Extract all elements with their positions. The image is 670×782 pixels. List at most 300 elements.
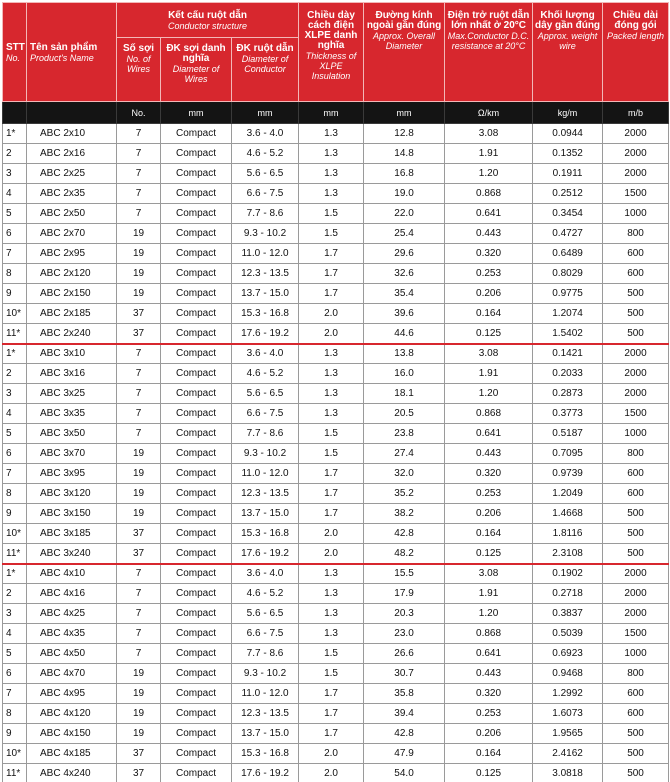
header-conductor-diameter <box>232 38 299 102</box>
table-row <box>3 144 669 164</box>
cell-wire-dia: Compact <box>161 284 232 304</box>
cell-name: ABC 4x185 <box>27 744 117 764</box>
cell-name: ABC 3x16 <box>27 364 117 384</box>
cell-weight: 0.9739 <box>533 464 603 484</box>
cell-length: 2000 <box>603 604 669 624</box>
cell-stt: 2 <box>3 584 27 604</box>
cell-wire-dia: Compact <box>161 244 232 264</box>
cell-length: 1500 <box>603 624 669 644</box>
cell-stt: 3 <box>3 604 27 624</box>
cell-length: 500 <box>603 544 669 564</box>
cell-insulation: 1.7 <box>299 484 364 504</box>
cell-wire-dia: Compact <box>161 484 232 504</box>
cell-name: ABC 4x50 <box>27 644 117 664</box>
header-weight-en: Approx. weight wire <box>537 31 598 51</box>
header-cond-dia-vi: ĐK ruột dẫn <box>236 43 294 54</box>
table-row <box>3 424 669 444</box>
cell-stt: 3 <box>3 164 27 184</box>
cell-resistance: 0.320 <box>445 684 533 704</box>
header-insulation-vi: Chiều dày cách điện XLPE danh nghĩa <box>304 10 358 51</box>
header-wires-vi: Số sợi <box>122 43 154 54</box>
cell-insulation: 1.3 <box>299 344 364 364</box>
cell-overall-dia: 39.6 <box>364 304 445 324</box>
cell-weight: 1.2049 <box>533 484 603 504</box>
cell-weight: 0.6489 <box>533 244 603 264</box>
cell-cond-dia: 3.6 - 4.0 <box>232 564 299 584</box>
header-product-vi: Tên sản phẩm <box>30 42 98 53</box>
cell-wire-dia: Compact <box>161 684 232 704</box>
cell-wires: 7 <box>117 164 161 184</box>
cell-length: 800 <box>603 664 669 684</box>
cell-wire-dia: Compact <box>161 724 232 744</box>
cell-wires: 7 <box>117 144 161 164</box>
table-row <box>3 304 669 324</box>
cell-resistance: 3.08 <box>445 344 533 364</box>
cell-wires: 7 <box>117 424 161 444</box>
unit-cell <box>3 102 27 124</box>
cell-overall-dia: 13.8 <box>364 344 445 364</box>
cell-insulation: 1.7 <box>299 704 364 724</box>
cell-cond-dia: 4.6 - 5.2 <box>232 584 299 604</box>
cell-insulation: 1.5 <box>299 644 364 664</box>
header-overall-vi: Đường kính ngoài gần đúng <box>366 10 442 31</box>
cell-wire-dia: Compact <box>161 184 232 204</box>
cell-stt: 4 <box>3 624 27 644</box>
cell-wires: 19 <box>117 264 161 284</box>
cell-cond-dia: 7.7 - 8.6 <box>232 204 299 224</box>
cell-name: ABC 3x95 <box>27 464 117 484</box>
cell-length: 500 <box>603 524 669 544</box>
cell-overall-dia: 22.0 <box>364 204 445 224</box>
cell-cond-dia: 9.3 - 10.2 <box>232 664 299 684</box>
table-row <box>3 524 669 544</box>
cell-cond-dia: 11.0 - 12.0 <box>232 464 299 484</box>
cell-overall-dia: 48.2 <box>364 544 445 564</box>
table-row <box>3 244 669 264</box>
cell-wire-dia: Compact <box>161 644 232 664</box>
cell-resistance: 0.253 <box>445 704 533 724</box>
cell-wire-dia: Compact <box>161 224 232 244</box>
unit-cell: No. <box>117 102 161 124</box>
cell-overall-dia: 42.8 <box>364 724 445 744</box>
cell-resistance: 0.868 <box>445 404 533 424</box>
cell-overall-dia: 39.4 <box>364 704 445 724</box>
cell-length: 1000 <box>603 204 669 224</box>
cell-length: 800 <box>603 444 669 464</box>
table-row <box>3 624 669 644</box>
unit-cell <box>27 102 117 124</box>
cell-wire-dia: Compact <box>161 524 232 544</box>
cell-overall-dia: 30.7 <box>364 664 445 684</box>
cell-insulation: 1.3 <box>299 184 364 204</box>
cell-stt: 8 <box>3 484 27 504</box>
cell-insulation: 1.7 <box>299 244 364 264</box>
cell-wires: 7 <box>117 624 161 644</box>
cell-name: ABC 3x10 <box>27 344 117 364</box>
cell-stt: 9 <box>3 504 27 524</box>
cell-name: ABC 2x10 <box>27 124 117 144</box>
cell-resistance: 0.443 <box>445 224 533 244</box>
cell-wires: 19 <box>117 244 161 264</box>
cell-length: 2000 <box>603 584 669 604</box>
cell-resistance: 0.125 <box>445 324 533 344</box>
cell-cond-dia: 9.3 - 10.2 <box>232 444 299 464</box>
table-row <box>3 744 669 764</box>
table-row <box>3 444 669 464</box>
cell-overall-dia: 19.0 <box>364 184 445 204</box>
cell-weight: 0.0944 <box>533 124 603 144</box>
cell-length: 2000 <box>603 124 669 144</box>
cell-wire-dia: Compact <box>161 324 232 344</box>
cell-resistance: 0.164 <box>445 744 533 764</box>
cell-weight: 0.3454 <box>533 204 603 224</box>
cell-cond-dia: 12.3 - 13.5 <box>232 484 299 504</box>
cell-resistance: 0.868 <box>445 184 533 204</box>
cell-wires: 37 <box>117 744 161 764</box>
cell-stt: 9 <box>3 284 27 304</box>
cell-wires: 19 <box>117 484 161 504</box>
cell-overall-dia: 25.4 <box>364 224 445 244</box>
cell-cond-dia: 15.3 - 16.8 <box>232 744 299 764</box>
cell-length: 500 <box>603 504 669 524</box>
cell-stt: 8 <box>3 264 27 284</box>
cell-cond-dia: 3.6 - 4.0 <box>232 124 299 144</box>
table-row <box>3 464 669 484</box>
units-row <box>3 102 669 124</box>
cell-resistance: 0.443 <box>445 664 533 684</box>
cell-insulation: 1.3 <box>299 164 364 184</box>
header-wires-en: No. of Wires <box>126 54 151 74</box>
cable-spec-table <box>2 2 669 782</box>
cell-insulation: 1.7 <box>299 464 364 484</box>
cell-length: 2000 <box>603 344 669 364</box>
cell-wires: 19 <box>117 684 161 704</box>
header-stt <box>3 3 27 102</box>
cell-cond-dia: 13.7 - 15.0 <box>232 284 299 304</box>
cell-weight: 1.4668 <box>533 504 603 524</box>
cell-cond-dia: 4.6 - 5.2 <box>232 364 299 384</box>
cell-weight: 0.2718 <box>533 584 603 604</box>
cell-overall-dia: 17.9 <box>364 584 445 604</box>
cell-cond-dia: 9.3 - 10.2 <box>232 224 299 244</box>
cell-weight: 0.6923 <box>533 644 603 664</box>
table-header <box>3 3 669 124</box>
cell-name: ABC 4x10 <box>27 564 117 584</box>
cell-overall-dia: 29.6 <box>364 244 445 264</box>
cell-name: ABC 3x70 <box>27 444 117 464</box>
cell-wire-dia: Compact <box>161 444 232 464</box>
cell-resistance: 1.20 <box>445 604 533 624</box>
cell-insulation: 1.5 <box>299 444 364 464</box>
cell-wires: 19 <box>117 224 161 244</box>
table-row <box>3 324 669 344</box>
cell-insulation: 2.0 <box>299 544 364 564</box>
cell-overall-dia: 16.8 <box>364 164 445 184</box>
cell-cond-dia: 5.6 - 6.5 <box>232 384 299 404</box>
cell-insulation: 1.5 <box>299 664 364 684</box>
cell-length: 600 <box>603 464 669 484</box>
cell-insulation: 1.3 <box>299 124 364 144</box>
cell-cond-dia: 3.6 - 4.0 <box>232 344 299 364</box>
cell-resistance: 0.206 <box>445 724 533 744</box>
cell-name: ABC 4x150 <box>27 724 117 744</box>
cell-weight: 0.1352 <box>533 144 603 164</box>
cell-wires: 7 <box>117 404 161 424</box>
cell-length: 500 <box>603 724 669 744</box>
cell-resistance: 0.253 <box>445 264 533 284</box>
cell-weight: 1.6073 <box>533 704 603 724</box>
cell-overall-dia: 27.4 <box>364 444 445 464</box>
cell-cond-dia: 13.7 - 15.0 <box>232 504 299 524</box>
cell-name: ABC 3x185 <box>27 524 117 544</box>
cell-stt: 2 <box>3 364 27 384</box>
cell-wires: 37 <box>117 324 161 344</box>
cell-wires: 19 <box>117 444 161 464</box>
cell-stt: 6 <box>3 664 27 684</box>
cell-overall-dia: 16.0 <box>364 364 445 384</box>
cell-insulation: 1.7 <box>299 284 364 304</box>
cell-stt: 11* <box>3 324 27 344</box>
cell-insulation: 1.3 <box>299 584 364 604</box>
table-row <box>3 564 669 584</box>
cell-resistance: 0.164 <box>445 524 533 544</box>
cell-overall-dia: 35.2 <box>364 484 445 504</box>
cell-stt: 1* <box>3 344 27 364</box>
cell-name: ABC 2x150 <box>27 284 117 304</box>
header-wires <box>117 38 161 102</box>
cell-resistance: 0.320 <box>445 244 533 264</box>
table-row <box>3 404 669 424</box>
cell-name: ABC 2x16 <box>27 144 117 164</box>
cell-resistance: 0.641 <box>445 644 533 664</box>
cell-wires: 7 <box>117 384 161 404</box>
header-packed-length <box>603 3 669 102</box>
cell-insulation: 2.0 <box>299 524 364 544</box>
cell-weight: 1.2992 <box>533 684 603 704</box>
cell-length: 1500 <box>603 184 669 204</box>
header-wire-dia-en: Diameter of Wires <box>172 64 220 84</box>
cell-resistance: 0.125 <box>445 764 533 782</box>
cell-weight: 0.1902 <box>533 564 603 584</box>
cell-name: ABC 3x240 <box>27 544 117 564</box>
cell-wire-dia: Compact <box>161 764 232 782</box>
cell-length: 500 <box>603 284 669 304</box>
unit-cell: kg/m <box>533 102 603 124</box>
header-product-en: Product's Name <box>30 53 94 63</box>
cell-overall-dia: 26.6 <box>364 644 445 664</box>
cell-overall-dia: 20.3 <box>364 604 445 624</box>
cell-wire-dia: Compact <box>161 604 232 624</box>
cell-resistance: 0.641 <box>445 204 533 224</box>
cell-stt: 3 <box>3 384 27 404</box>
cell-length: 1500 <box>603 404 669 424</box>
table-row <box>3 664 669 684</box>
cell-stt: 5 <box>3 204 27 224</box>
cell-weight: 0.5187 <box>533 424 603 444</box>
table-row <box>3 224 669 244</box>
cell-name: ABC 3x50 <box>27 424 117 444</box>
cell-wire-dia: Compact <box>161 584 232 604</box>
cell-weight: 0.5039 <box>533 624 603 644</box>
cell-wires: 19 <box>117 724 161 744</box>
header-length-vi: Chiều dài đóng gói <box>613 10 659 31</box>
cell-weight: 0.1421 <box>533 344 603 364</box>
cell-name: ABC 2x35 <box>27 184 117 204</box>
cell-overall-dia: 20.5 <box>364 404 445 424</box>
cell-insulation: 1.7 <box>299 504 364 524</box>
cell-wire-dia: Compact <box>161 204 232 224</box>
header-conductor-vi: Kết cấu ruột dẫn <box>168 10 247 21</box>
unit-cell: mm <box>161 102 232 124</box>
cell-overall-dia: 23.8 <box>364 424 445 444</box>
cell-stt: 9 <box>3 724 27 744</box>
cell-cond-dia: 4.6 - 5.2 <box>232 144 299 164</box>
cell-name: ABC 2x95 <box>27 244 117 264</box>
cell-resistance: 0.206 <box>445 284 533 304</box>
table-row <box>3 704 669 724</box>
cell-wires: 7 <box>117 564 161 584</box>
cell-stt: 6 <box>3 224 27 244</box>
header-resistance-en: Max.Conductor D.C. resistance at 20°C <box>447 31 530 51</box>
cell-insulation: 1.7 <box>299 264 364 284</box>
cell-wires: 19 <box>117 664 161 684</box>
cell-length: 500 <box>603 324 669 344</box>
table-row <box>3 384 669 404</box>
cell-name: ABC 3x150 <box>27 504 117 524</box>
cell-wire-dia: Compact <box>161 144 232 164</box>
table-row <box>3 504 669 524</box>
header-conductor <box>117 3 299 38</box>
table-row <box>3 764 669 782</box>
cell-wire-dia: Compact <box>161 264 232 284</box>
cell-name: ABC 4x35 <box>27 624 117 644</box>
cell-resistance: 1.91 <box>445 364 533 384</box>
cell-wire-dia: Compact <box>161 744 232 764</box>
header-overall-diameter <box>364 3 445 102</box>
cell-wire-dia: Compact <box>161 424 232 444</box>
cell-overall-dia: 32.0 <box>364 464 445 484</box>
cell-resistance: 0.253 <box>445 484 533 504</box>
cell-stt: 10* <box>3 524 27 544</box>
cell-wires: 7 <box>117 584 161 604</box>
unit-cell: mm <box>364 102 445 124</box>
header-wire-dia-vi: ĐK sợi danh nghĩa <box>166 43 226 64</box>
cell-resistance: 0.868 <box>445 624 533 644</box>
cell-name: ABC 2x70 <box>27 224 117 244</box>
cell-name: ABC 4x70 <box>27 664 117 684</box>
cell-weight: 0.3773 <box>533 404 603 424</box>
cell-cond-dia: 17.6 - 19.2 <box>232 324 299 344</box>
cell-insulation: 1.3 <box>299 564 364 584</box>
cell-overall-dia: 38.2 <box>364 504 445 524</box>
cell-wires: 37 <box>117 544 161 564</box>
cell-wires: 7 <box>117 204 161 224</box>
cell-overall-dia: 35.4 <box>364 284 445 304</box>
cell-length: 600 <box>603 484 669 504</box>
cell-cond-dia: 6.6 - 7.5 <box>232 624 299 644</box>
cell-weight: 1.9565 <box>533 724 603 744</box>
cell-stt: 8 <box>3 704 27 724</box>
cell-stt: 5 <box>3 424 27 444</box>
cell-wires: 7 <box>117 184 161 204</box>
cell-stt: 10* <box>3 744 27 764</box>
cell-stt: 10* <box>3 304 27 324</box>
cell-weight: 2.3108 <box>533 544 603 564</box>
cell-name: ABC 3x25 <box>27 384 117 404</box>
cell-resistance: 3.08 <box>445 564 533 584</box>
cell-cond-dia: 13.7 - 15.0 <box>232 724 299 744</box>
cell-overall-dia: 35.8 <box>364 684 445 704</box>
cell-wires: 7 <box>117 644 161 664</box>
header-wire-diameter <box>161 38 232 102</box>
cell-overall-dia: 47.9 <box>364 744 445 764</box>
cell-insulation: 1.7 <box>299 684 364 704</box>
table-row <box>3 684 669 704</box>
unit-cell: m/b <box>603 102 669 124</box>
cell-stt: 11* <box>3 544 27 564</box>
cell-cond-dia: 5.6 - 6.5 <box>232 604 299 624</box>
cell-stt: 4 <box>3 184 27 204</box>
cell-wire-dia: Compact <box>161 624 232 644</box>
header-resistance-vi: Điện trở ruột dẫn lớn nhất ở 20°C <box>447 10 530 31</box>
table-row <box>3 124 669 144</box>
cell-wire-dia: Compact <box>161 564 232 584</box>
cell-cond-dia: 6.6 - 7.5 <box>232 404 299 424</box>
header-length-en: Packed length <box>607 31 665 41</box>
cell-weight: 0.7095 <box>533 444 603 464</box>
cell-length: 600 <box>603 264 669 284</box>
cell-overall-dia: 44.6 <box>364 324 445 344</box>
table-row <box>3 264 669 284</box>
cell-wire-dia: Compact <box>161 464 232 484</box>
table-row <box>3 644 669 664</box>
cell-name: ABC 2x25 <box>27 164 117 184</box>
table-row <box>3 164 669 184</box>
cell-weight: 1.2074 <box>533 304 603 324</box>
table-row <box>3 344 669 364</box>
cell-wire-dia: Compact <box>161 544 232 564</box>
cell-cond-dia: 6.6 - 7.5 <box>232 184 299 204</box>
cell-wire-dia: Compact <box>161 344 232 364</box>
unit-cell: mm <box>232 102 299 124</box>
cell-insulation: 1.5 <box>299 204 364 224</box>
cell-insulation: 2.0 <box>299 304 364 324</box>
cell-weight: 0.2873 <box>533 384 603 404</box>
cell-weight: 0.2033 <box>533 364 603 384</box>
header-overall-en: Approx. Overall Diameter <box>373 31 436 51</box>
cell-length: 1000 <box>603 644 669 664</box>
cell-weight: 1.8116 <box>533 524 603 544</box>
cell-overall-dia: 18.1 <box>364 384 445 404</box>
header-cond-dia-en: Diameter of Conductor <box>241 54 289 74</box>
cell-weight: 1.5402 <box>533 324 603 344</box>
cell-resistance: 1.20 <box>445 164 533 184</box>
cell-wires: 19 <box>117 504 161 524</box>
table-row <box>3 484 669 504</box>
header-product <box>27 3 117 102</box>
cell-stt: 2 <box>3 144 27 164</box>
cell-resistance: 0.320 <box>445 464 533 484</box>
cell-stt: 6 <box>3 444 27 464</box>
cell-wires: 7 <box>117 124 161 144</box>
cell-resistance: 0.164 <box>445 304 533 324</box>
cell-resistance: 0.125 <box>445 544 533 564</box>
header-conductor-en: Conductor structure <box>167 21 248 31</box>
cell-stt: 11* <box>3 764 27 782</box>
cell-stt: 7 <box>3 684 27 704</box>
cell-wires: 37 <box>117 304 161 324</box>
cell-stt: 1* <box>3 124 27 144</box>
